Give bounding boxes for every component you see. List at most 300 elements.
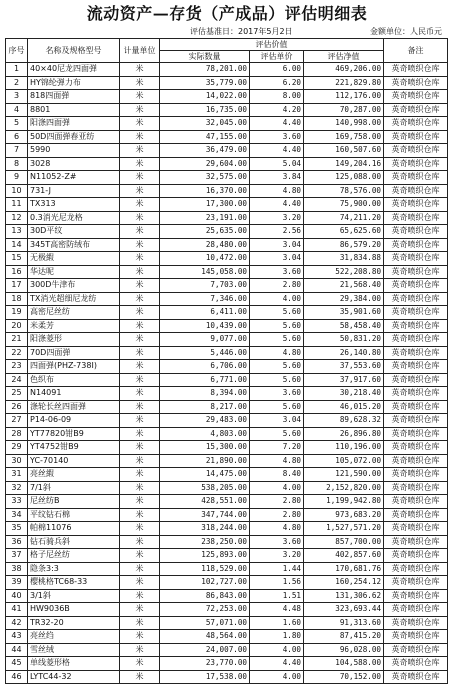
cell-remark: 英奇喷织仓库: [384, 306, 448, 320]
cell-qty: 102,727.00: [160, 576, 250, 590]
cell-no: 38: [6, 562, 28, 576]
table-row: [6, 481, 448, 495]
cell-net: 121,590.00: [304, 468, 384, 482]
cell-no: 5: [6, 117, 28, 131]
cell-price: 5.60: [250, 373, 304, 387]
cell-remark: 英奇喷织仓库: [384, 522, 448, 536]
cell-net: 104,588.00: [304, 657, 384, 671]
cell-net: 469,206.00: [304, 63, 384, 77]
table-row: [6, 508, 448, 522]
cell-price: 5.60: [250, 360, 304, 374]
cell-unit: 米: [120, 616, 160, 630]
cell-price: 3.20: [250, 549, 304, 563]
table-row: [6, 468, 448, 482]
table-row: [6, 319, 448, 333]
cell-no: 44: [6, 643, 28, 657]
cell-no: 10: [6, 184, 28, 198]
cell-name: YC-70140: [28, 454, 120, 468]
cell-unit: 米: [120, 441, 160, 455]
cell-remark: 英奇喷织仓库: [384, 481, 448, 495]
cell-qty: 48,564.00: [160, 630, 250, 644]
cell-net: 125,088.00: [304, 171, 384, 185]
cell-qty: 318,244.00: [160, 522, 250, 536]
table-row: [6, 522, 448, 536]
cell-price: 2.80: [250, 279, 304, 293]
cell-net: 89,628.32: [304, 414, 384, 428]
cell-no: 22: [6, 346, 28, 360]
cell-name: 格子尼丝纺: [28, 549, 120, 563]
cell-net: 70,287.00: [304, 103, 384, 117]
cell-no: 28: [6, 427, 28, 441]
cell-name: 3/1斜: [28, 589, 120, 603]
cell-remark: 英奇喷织仓库: [384, 211, 448, 225]
cell-net: 973,683.20: [304, 508, 384, 522]
cell-unit: 米: [120, 576, 160, 590]
cell-remark: 英奇喷织仓库: [384, 414, 448, 428]
table-row: [6, 211, 448, 225]
cell-qty: 23,770.00: [160, 657, 250, 671]
cell-net: 131,306.62: [304, 589, 384, 603]
cell-qty: 24,007.00: [160, 643, 250, 657]
cell-remark: 英奇喷织仓库: [384, 292, 448, 306]
cell-unit: 米: [120, 508, 160, 522]
cell-unit: 米: [120, 373, 160, 387]
cell-net: 149,204.16: [304, 157, 384, 171]
cell-name: HW9036B: [28, 603, 120, 617]
cell-qty: 9,077.00: [160, 333, 250, 347]
cell-qty: 6,411.00: [160, 306, 250, 320]
table-row: [6, 76, 448, 90]
cell-name: 7/1斜: [28, 481, 120, 495]
cell-price: 4.40: [250, 117, 304, 131]
cell-net: 323,693.44: [304, 603, 384, 617]
cell-no: 20: [6, 319, 28, 333]
cell-unit: 米: [120, 279, 160, 293]
cell-unit: 米: [120, 117, 160, 131]
cell-remark: 英奇喷织仓库: [384, 562, 448, 576]
cell-unit: 米: [120, 562, 160, 576]
cell-name: 731-J: [28, 184, 120, 198]
table-row: [6, 495, 448, 509]
cell-name: 818四面弹: [28, 90, 120, 104]
table-row: [6, 630, 448, 644]
cell-qty: 29,604.00: [160, 157, 250, 171]
table-row: [6, 198, 448, 212]
cell-no: 39: [6, 576, 28, 590]
cell-unit: 米: [120, 130, 160, 144]
table-row: [6, 414, 448, 428]
cell-unit: 米: [120, 387, 160, 401]
cell-unit: 米: [120, 495, 160, 509]
cell-name: 涤轮长丝四面弹: [28, 400, 120, 414]
cell-unit: 米: [120, 360, 160, 374]
cell-unit: 米: [120, 265, 160, 279]
inventory-table: [5, 38, 448, 684]
table-row: [6, 184, 448, 198]
cell-no: 3: [6, 90, 28, 104]
cell-unit: 米: [120, 657, 160, 671]
cell-name: 70D四面弹: [28, 346, 120, 360]
cell-unit: 米: [120, 306, 160, 320]
cell-qty: 8,394.00: [160, 387, 250, 401]
cell-remark: 英奇喷织仓库: [384, 549, 448, 563]
table-row: [6, 225, 448, 239]
cell-qty: 35,779.00: [160, 76, 250, 90]
cell-name: TR32-20: [28, 616, 120, 630]
cell-qty: 16,735.00: [160, 103, 250, 117]
cell-qty: 32,045.00: [160, 117, 250, 131]
cell-price: 1.44: [250, 562, 304, 576]
table-row: [6, 373, 448, 387]
cell-price: 4.80: [250, 346, 304, 360]
cell-qty: 72,253.00: [160, 603, 250, 617]
cell-unit: 米: [120, 481, 160, 495]
table-row: [6, 265, 448, 279]
cell-unit: 米: [120, 670, 160, 684]
document-meta: [0, 25, 454, 38]
cell-remark: 英奇喷织仓库: [384, 630, 448, 644]
table-row: [6, 306, 448, 320]
cell-remark: 英奇喷织仓库: [384, 576, 448, 590]
cell-unit: 米: [120, 643, 160, 657]
cell-remark: 英奇喷织仓库: [384, 400, 448, 414]
cell-unit: 米: [120, 211, 160, 225]
cell-price: 5.60: [250, 306, 304, 320]
cell-name: HY锦纶弹力布: [28, 76, 120, 90]
cell-name: 亮丝绉: [28, 630, 120, 644]
table-row: [6, 549, 448, 563]
cell-no: 46: [6, 670, 28, 684]
cell-price: 4.40: [250, 657, 304, 671]
cell-no: 12: [6, 211, 28, 225]
cell-net: 1,527,571.20: [304, 522, 384, 536]
cell-price: 2.80: [250, 508, 304, 522]
header-price: 评估单价: [250, 51, 304, 63]
cell-qty: 7,703.00: [160, 279, 250, 293]
cell-remark: 英奇喷织仓库: [384, 333, 448, 347]
cell-no: 4: [6, 103, 28, 117]
cell-net: 112,176.00: [304, 90, 384, 104]
table-row: [6, 130, 448, 144]
cell-remark: 英奇喷织仓库: [384, 616, 448, 630]
cell-unit: 米: [120, 198, 160, 212]
cell-qty: 14,475.00: [160, 468, 250, 482]
cell-price: 4.80: [250, 454, 304, 468]
cell-unit: 米: [120, 589, 160, 603]
cell-remark: 英奇喷织仓库: [384, 117, 448, 131]
cell-no: 8: [6, 157, 28, 171]
cell-remark: 英奇喷织仓库: [384, 657, 448, 671]
cell-net: 26,896.80: [304, 427, 384, 441]
cell-remark: 英奇喷织仓库: [384, 319, 448, 333]
cell-name: TX313: [28, 198, 120, 212]
cell-no: 41: [6, 603, 28, 617]
cell-remark: 英奇喷织仓库: [384, 171, 448, 185]
table-row: [6, 90, 448, 104]
cell-name: 帕棉11076: [28, 522, 120, 536]
cell-remark: 英奇喷织仓库: [384, 157, 448, 171]
cell-qty: 428,551.00: [160, 495, 250, 509]
header-remark: 备注: [384, 39, 448, 63]
cell-price: 1.80: [250, 630, 304, 644]
cell-unit: 米: [120, 630, 160, 644]
cell-no: 19: [6, 306, 28, 320]
cell-name: 亮丝縀: [28, 468, 120, 482]
cell-price: 4.80: [250, 522, 304, 536]
cell-no: 16: [6, 265, 28, 279]
cell-price: 4.40: [250, 144, 304, 158]
cell-price: 6.00: [250, 63, 304, 77]
cell-no: 1: [6, 63, 28, 77]
cell-remark: 英奇喷织仓库: [384, 454, 448, 468]
cell-net: 21,568.40: [304, 279, 384, 293]
cell-name: 米柔芳: [28, 319, 120, 333]
cell-qty: 16,370.00: [160, 184, 250, 198]
table-row: [6, 589, 448, 603]
table-row: [6, 535, 448, 549]
cell-no: 6: [6, 130, 28, 144]
cell-net: 58,458.40: [304, 319, 384, 333]
cell-remark: 英奇喷织仓库: [384, 360, 448, 374]
cell-unit: 米: [120, 292, 160, 306]
cell-name: 3028: [28, 157, 120, 171]
cell-name: 345T高密防绒布: [28, 238, 120, 252]
cell-remark: 英奇喷织仓库: [384, 535, 448, 549]
header-name: 名称及规格型号: [28, 39, 120, 63]
cell-unit: 米: [120, 319, 160, 333]
cell-name: N11052-Z#: [28, 171, 120, 185]
cell-net: 1,199,942.80: [304, 495, 384, 509]
cell-remark: 英奇喷织仓库: [384, 184, 448, 198]
cell-price: 5.60: [250, 333, 304, 347]
table-row: [6, 427, 448, 441]
cell-unit: 米: [120, 225, 160, 239]
cell-qty: 14,022.00: [160, 90, 250, 104]
cell-remark: 英奇喷织仓库: [384, 589, 448, 603]
cell-price: 5.60: [250, 319, 304, 333]
cell-qty: 57,071.00: [160, 616, 250, 630]
cell-unit: 米: [120, 90, 160, 104]
cell-qty: 8,217.00: [160, 400, 250, 414]
cell-remark: 英奇喷织仓库: [384, 265, 448, 279]
cell-remark: 英奇喷织仓库: [384, 63, 448, 77]
cell-no: 15: [6, 252, 28, 266]
cell-name: 华达呢: [28, 265, 120, 279]
cell-price: 3.04: [250, 252, 304, 266]
cell-qty: 47,155.00: [160, 130, 250, 144]
cell-qty: 6,771.00: [160, 373, 250, 387]
cell-unit: 米: [120, 333, 160, 347]
cell-price: 5.04: [250, 157, 304, 171]
cell-name: YT4752钳B9: [28, 441, 120, 455]
cell-unit: 米: [120, 171, 160, 185]
table-row: [6, 63, 448, 77]
cell-net: 169,758.00: [304, 130, 384, 144]
cell-no: 17: [6, 279, 28, 293]
table-row: [6, 616, 448, 630]
cell-qty: 347,744.00: [160, 508, 250, 522]
cell-net: 31,834.88: [304, 252, 384, 266]
cell-net: 65,625.60: [304, 225, 384, 239]
cell-unit: 米: [120, 346, 160, 360]
cell-net: 37,553.60: [304, 360, 384, 374]
cell-no: 26: [6, 400, 28, 414]
table-row: [6, 562, 448, 576]
cell-remark: 英奇喷织仓库: [384, 252, 448, 266]
cell-net: 35,901.60: [304, 306, 384, 320]
cell-unit: 米: [120, 238, 160, 252]
cell-net: 30,218.40: [304, 387, 384, 401]
cell-price: 1.60: [250, 616, 304, 630]
table-row: [6, 670, 448, 684]
cell-price: 4.00: [250, 481, 304, 495]
cell-unit: 米: [120, 414, 160, 428]
cell-net: 402,857.60: [304, 549, 384, 563]
cell-no: 32: [6, 481, 28, 495]
table-row: [6, 603, 448, 617]
table-row: [6, 144, 448, 158]
cell-unit: 米: [120, 603, 160, 617]
cell-no: 33: [6, 495, 28, 509]
header-qty: 实际数量: [160, 51, 250, 63]
cell-price: 4.00: [250, 292, 304, 306]
table-row: [6, 333, 448, 347]
cell-net: 70,152.00: [304, 670, 384, 684]
cell-name: 30D平纹: [28, 225, 120, 239]
cell-name: P14-06-09: [28, 414, 120, 428]
cell-remark: 英奇喷织仓库: [384, 90, 448, 104]
cell-price: 4.00: [250, 670, 304, 684]
cell-name: LYTC44-32: [28, 670, 120, 684]
cell-net: 46,015.20: [304, 400, 384, 414]
cell-qty: 21,890.00: [160, 454, 250, 468]
cell-net: 140,998.00: [304, 117, 384, 131]
cell-name: 单线菱形格: [28, 657, 120, 671]
cell-net: 105,072.00: [304, 454, 384, 468]
cell-unit: 米: [120, 400, 160, 414]
cell-net: 91,313.60: [304, 616, 384, 630]
cell-name: 无极縀: [28, 252, 120, 266]
cell-no: 14: [6, 238, 28, 252]
table-row: [6, 238, 448, 252]
cell-qty: 23,191.00: [160, 211, 250, 225]
cell-remark: 英奇喷织仓库: [384, 76, 448, 90]
cell-price: 3.04: [250, 414, 304, 428]
cell-name: 阳涤菱形: [28, 333, 120, 347]
cell-name: 色织布: [28, 373, 120, 387]
currency-unit: 金额单位：人民币元: [370, 27, 442, 36]
cell-name: 雪丝绒: [28, 643, 120, 657]
cell-name: 300D牛津布: [28, 279, 120, 293]
cell-unit: 米: [120, 144, 160, 158]
cell-name: 50D四面弹春亚纺: [28, 130, 120, 144]
table-row: [6, 657, 448, 671]
cell-price: 4.48: [250, 603, 304, 617]
cell-remark: 英奇喷织仓库: [384, 130, 448, 144]
cell-no: 21: [6, 333, 28, 347]
cell-net: 26,140.80: [304, 346, 384, 360]
cell-net: 522,208.80: [304, 265, 384, 279]
cell-qty: 4,803.00: [160, 427, 250, 441]
cell-net: 160,507.60: [304, 144, 384, 158]
cell-name: 平纹钻石棉: [28, 508, 120, 522]
cell-name: 四面弹(PHZ-738I): [28, 360, 120, 374]
cell-net: 86,579.20: [304, 238, 384, 252]
table-row: [6, 117, 448, 131]
document-title: 流动资产—存货（产成品）评估明细表: [86, 4, 368, 23]
cell-qty: 78,201.00: [160, 63, 250, 77]
table-row: [6, 576, 448, 590]
cell-remark: 英奇喷织仓库: [384, 225, 448, 239]
cell-price: 1.56: [250, 576, 304, 590]
cell-net: 96,028.00: [304, 643, 384, 657]
cell-qty: 538,205.00: [160, 481, 250, 495]
cell-price: 4.40: [250, 198, 304, 212]
cell-qty: 86,843.00: [160, 589, 250, 603]
cell-net: 221,829.80: [304, 76, 384, 90]
cell-price: 2.80: [250, 495, 304, 509]
header-value-group: 评估价值: [160, 39, 384, 51]
cell-price: 4.00: [250, 643, 304, 657]
cell-name: 8801: [28, 103, 120, 117]
table-row: [6, 157, 448, 171]
cell-no: 45: [6, 657, 28, 671]
cell-unit: 米: [120, 63, 160, 77]
header-no: 序号: [6, 39, 28, 63]
table-header: [6, 39, 448, 63]
cell-no: 25: [6, 387, 28, 401]
cell-no: 36: [6, 535, 28, 549]
cell-no: 24: [6, 373, 28, 387]
cell-remark: 英奇喷织仓库: [384, 441, 448, 455]
cell-remark: 英奇喷织仓库: [384, 198, 448, 212]
cell-net: 29,384.00: [304, 292, 384, 306]
cell-no: 40: [6, 589, 28, 603]
cell-remark: 英奇喷织仓库: [384, 508, 448, 522]
cell-remark: 英奇喷织仓库: [384, 144, 448, 158]
cell-name: 尼丝纺B: [28, 495, 120, 509]
cell-price: 3.04: [250, 238, 304, 252]
table-row: [6, 252, 448, 266]
cell-qty: 118,529.00: [160, 562, 250, 576]
cell-name: N14091: [28, 387, 120, 401]
cell-unit: 米: [120, 549, 160, 563]
cell-qty: 125,893.00: [160, 549, 250, 563]
table-row: [6, 279, 448, 293]
cell-no: 13: [6, 225, 28, 239]
cell-remark: 英奇喷织仓库: [384, 103, 448, 117]
table-body: [6, 63, 448, 684]
cell-name: 高密尼丝纺: [28, 306, 120, 320]
cell-name: 5990: [28, 144, 120, 158]
table-row: [6, 171, 448, 185]
cell-net: 74,211.20: [304, 211, 384, 225]
cell-no: 9: [6, 171, 28, 185]
cell-qty: 17,538.00: [160, 670, 250, 684]
table-row: [6, 454, 448, 468]
cell-qty: 7,346.00: [160, 292, 250, 306]
cell-qty: 145,058.00: [160, 265, 250, 279]
cell-net: 110,196.00: [304, 441, 384, 455]
table-row: [6, 346, 448, 360]
table-row: [6, 441, 448, 455]
cell-net: 50,831.20: [304, 333, 384, 347]
cell-unit: 米: [120, 535, 160, 549]
cell-unit: 米: [120, 184, 160, 198]
cell-qty: 15,300.00: [160, 441, 250, 455]
cell-qty: 17,300.00: [160, 198, 250, 212]
cell-no: 43: [6, 630, 28, 644]
